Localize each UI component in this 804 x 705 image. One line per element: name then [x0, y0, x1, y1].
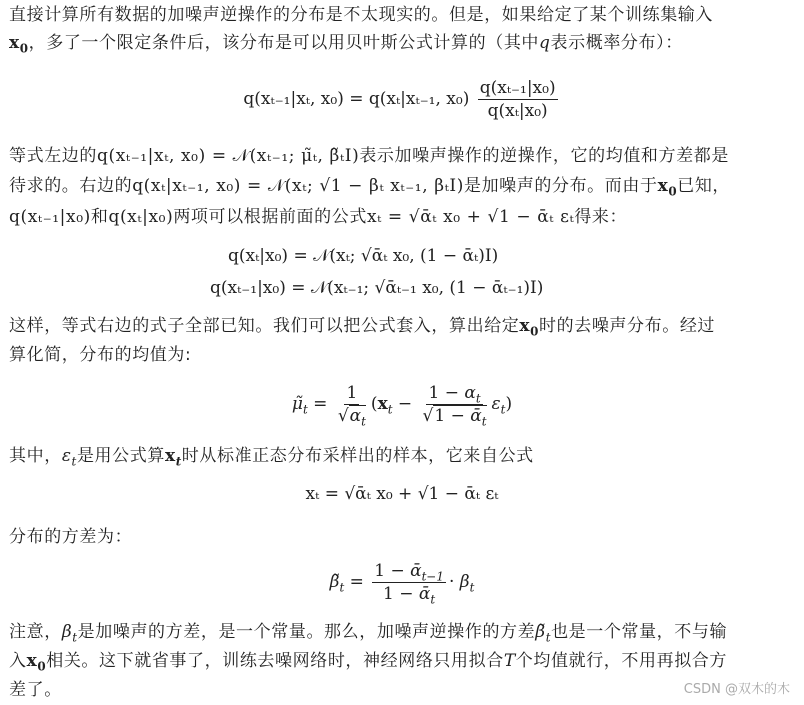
equation-bayes-fraction: [478, 78, 558, 121]
math-q: q: [539, 33, 551, 53]
text: 差了。: [9, 680, 62, 700]
math-T: T: [503, 651, 516, 671]
math-reverse-distribution: q(xₜ₋₁|xₜ, x₀) = 𝒩(xₜ₋₁; μ̃ₜ, β̃ₜI): [97, 146, 360, 166]
math-q-t-given-x0: q(xₜ|x₀): [108, 207, 174, 227]
fraction-denominator: q(xₜ|x₀): [487, 101, 548, 121]
math-q-prev-given-x0: q(xₜ₋₁|x₀): [9, 207, 91, 227]
text: 时的去噪声分布。经过: [539, 316, 716, 336]
math-forward-distribution: q(xₜ|xₜ₋₁, x₀) = 𝒩(xₜ; √1 − βₜ xₜ₋₁, βₜI): [132, 176, 464, 196]
text: 两项可以根据前面的公式: [173, 207, 367, 227]
paragraph-explain-line3: [9, 204, 627, 231]
equation-xt: xₜ = √ᾱₜ x₀ + √1 − ᾱₜ εₜ: [305, 484, 499, 504]
paragraph-note-line1: [9, 619, 727, 646]
text: 等式左边的: [9, 146, 97, 166]
paragraph-note-line2: [9, 648, 727, 675]
math-beta-tilde-t: $\betã_t$: [535, 622, 552, 645]
paragraph-note-line3: [9, 677, 62, 704]
equation-bayes-lhs: q(xₜ₋₁|xₜ, x₀) = q(xₜ|xₜ₋₁, x₀): [243, 89, 470, 109]
text: 注意，: [9, 622, 62, 642]
text: 也是一个常量，不与输: [551, 622, 728, 642]
text: ，多了一个限定条件后，该分布是可以用贝叶斯公式计算的（其中: [28, 33, 540, 53]
paragraph-explain-line1: [9, 143, 729, 170]
math-xt-formula: xₜ = √ᾱₜ x₀ + √1 − ᾱₜ εₜ: [366, 207, 575, 227]
equation-mean: $\mũ_t$ = $\frac{1}{√\alpha_t}$ ($x_t$ − $\frac{1 - \alpha_t}{√1 - ᾱ_t}$ $\varepsilon_t$): [291, 383, 513, 429]
paragraph-explain-line2: [9, 173, 730, 200]
text: 是用公式算: [76, 446, 165, 466]
text: 表示加噪声操作的逆操作，它的均值和方差都是: [359, 146, 729, 166]
text: 其中，: [9, 446, 62, 466]
equation-q-t-minus-1: q(xₜ₋₁|x₀) = 𝒩(xₜ₋₁; √ᾱₜ₋₁ x₀, (1 − ᾱₜ₋₁)I): [210, 278, 544, 298]
paragraph-variance-intro: [9, 524, 132, 551]
text: 直接计算所有数据的加噪声逆操作的分布是不太现实的。但是，如果给定了某个训练集输入: [9, 5, 713, 25]
math-x0: $x_0$: [26, 651, 47, 674]
text: 待求的。右边的: [9, 176, 133, 196]
math-x0: $x_0$: [657, 176, 678, 199]
equation-q-t: q(xₜ|x₀) = 𝒩(xₜ; √ᾱₜ x₀, (1 − ᾱₜ)I): [228, 246, 499, 266]
text: 是加噪声的方差，是一个常量。那么，加噪声逆操作的方差: [77, 622, 536, 642]
text: 入: [9, 651, 27, 671]
text: 和: [90, 207, 109, 227]
math-beta-t: $\beta_t$: [61, 622, 78, 645]
paragraph-result-line1: [9, 313, 715, 340]
text: 这样，等式右边的式子全部已知。我们可以把公式套入，算出给定: [9, 316, 520, 336]
csdn-watermark: CSDN @双木的木: [683, 682, 790, 697]
equation-variance: $\betã_t$ = $\frac{1 - ᾱ_{t-1}}{1 - ᾱ_t}$ · $\beta_t$: [329, 561, 475, 607]
text: 得来：: [574, 207, 628, 227]
fraction-numerator: q(xₜ₋₁|x₀): [479, 78, 556, 98]
text: 时从标准正态分布采样出的样本，它来自公式: [181, 446, 534, 466]
paragraph-result-line2: [9, 342, 191, 369]
paragraph-noise-sample: [9, 443, 534, 470]
math-xt: $x_t$: [164, 446, 182, 469]
equation-bayes: [0, 78, 804, 121]
text: 个均值就行，不用再拟合方: [515, 651, 727, 671]
paragraph-intro-line2: [9, 30, 683, 57]
paragraph-intro-line1: [9, 2, 713, 29]
math-x0: $x_0$: [519, 316, 540, 339]
text: 表示概率分布）：: [550, 33, 683, 53]
math-x0: $x_0$: [9, 33, 29, 56]
text: 是加噪声的分布。而由于: [463, 176, 658, 196]
text: 算化简，分布的均值为:: [9, 345, 192, 365]
text: 相关。这下就省事了，训练去噪网络时，神经网络只用拟合: [46, 651, 504, 671]
text: 分布的方差为：: [9, 527, 133, 547]
math-epsilon-t: $\varepsilon_t$: [61, 446, 77, 469]
text: 已知，: [677, 176, 731, 196]
